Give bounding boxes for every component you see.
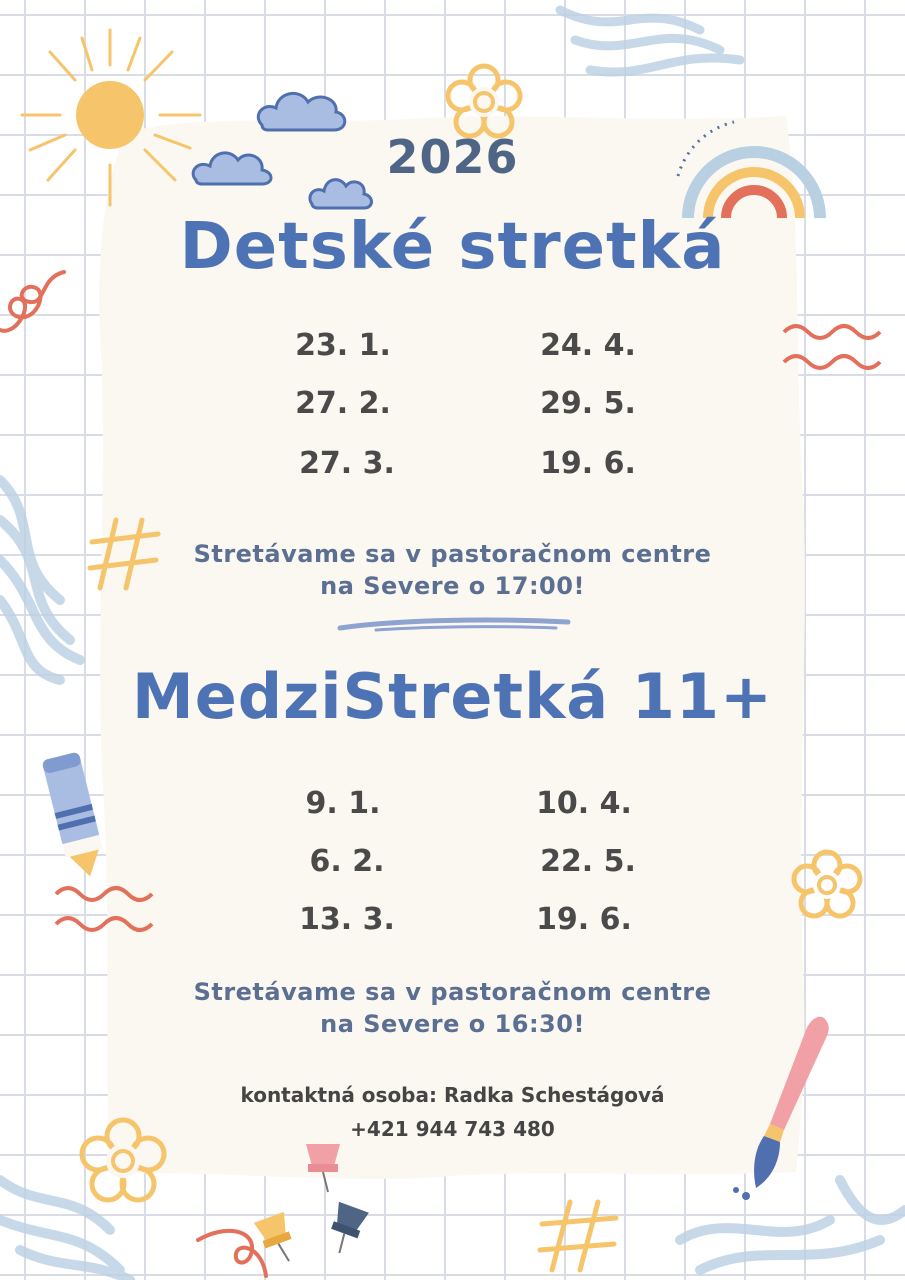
section2-date: 13. 3.	[299, 902, 395, 937]
flower-icon	[790, 848, 864, 922]
section1-info	[0, 538, 905, 602]
wave-icon	[52, 880, 162, 940]
section1-info-line: na Severe o 17:00!	[320, 572, 585, 600]
section1-date: 23. 1.	[295, 328, 391, 363]
section2-info	[0, 976, 905, 1040]
section1-info-line: Stretávame sa v pastoračnom centre	[193, 540, 712, 568]
hashtag-icon	[536, 1196, 626, 1276]
pushpin-icon	[322, 1200, 382, 1260]
section1-date: 27. 2.	[295, 386, 391, 421]
section2-title: MedziStretká 11+	[132, 660, 773, 733]
section2-info-line: na Severe o 16:30!	[320, 1010, 585, 1038]
divider-stroke	[336, 614, 576, 634]
section1-date: 24. 4.	[540, 328, 636, 363]
contact-block	[0, 1078, 905, 1146]
section2-date: 22. 5.	[540, 844, 636, 879]
section2-date: 9. 1.	[305, 786, 381, 821]
section1-date: 27. 3.	[299, 446, 395, 481]
contact-person: kontaktná osoba: Radka Schestágová	[240, 1083, 665, 1107]
section1-date: 19. 6.	[540, 446, 636, 481]
swirl-icon	[196, 1210, 286, 1280]
section2-info-line: Stretávame sa v pastoračnom centre	[193, 978, 712, 1006]
sun-icon	[10, 20, 210, 220]
section2-date: 6. 2.	[309, 844, 385, 879]
section2-date: 10. 4.	[536, 786, 632, 821]
crayon-icon	[36, 746, 116, 886]
wave-icon	[780, 318, 890, 378]
contact-phone: +421 944 743 480	[350, 1117, 555, 1141]
section2-date: 19. 6.	[536, 902, 632, 937]
year-heading: 2026	[386, 130, 519, 184]
section1-title: Detské stretká	[179, 210, 726, 284]
section1-date: 29. 5.	[540, 386, 636, 421]
